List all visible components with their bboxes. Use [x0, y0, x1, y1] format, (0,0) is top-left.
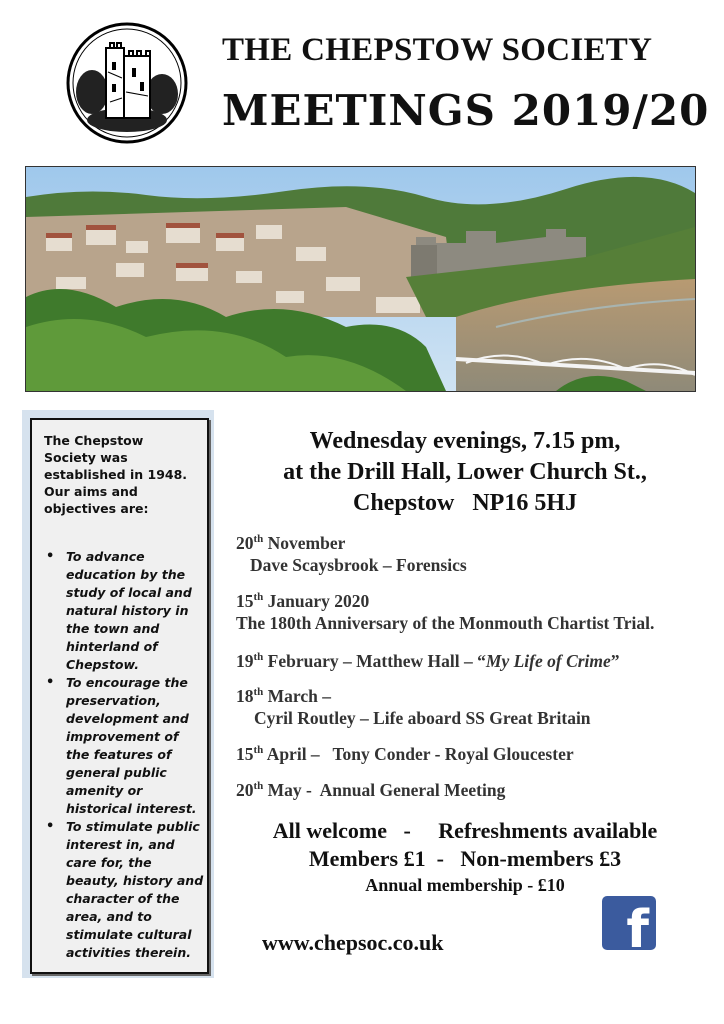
meeting-day-suffix: th	[253, 651, 264, 664]
meeting-detail: Dave Scaysbrook – Forensics	[250, 555, 467, 575]
aim-item: • To encourage the preservation, development and improvement of the features of general public amenity or historical interest.	[44, 674, 204, 818]
chepstow-town-photo	[25, 166, 696, 392]
castle-logo-icon	[66, 22, 188, 144]
meeting-date: March –	[263, 686, 331, 706]
meeting-day: 15	[236, 591, 254, 611]
meeting-day: 20	[236, 533, 254, 553]
aim-item: • To advance education by the study of local and natural history in the town and hinterland of Chepstow.	[44, 548, 204, 674]
aims-list	[44, 548, 204, 962]
meeting-day: 18	[236, 686, 254, 706]
meeting-date: January 2020	[263, 591, 370, 611]
venue-line: Wednesday evenings, 7.15 pm,	[309, 428, 621, 454]
meeting-date: May - Annual General Meeting	[263, 780, 506, 800]
meeting-detail: The 180th Anniversary of the Monmouth Chartist Trial.	[236, 613, 655, 633]
website-link[interactable]: www.chepsoc.co.uk	[262, 930, 444, 955]
meeting-day: 15	[236, 744, 254, 764]
facebook-glyph: f	[626, 900, 649, 950]
meeting-day-suffix: th	[253, 744, 264, 757]
venue-line: Chepstow NP16 5HJ	[352, 490, 577, 516]
meeting-detail: Cyril Routley – Life aboard SS Great Britain	[254, 708, 591, 728]
meeting-date: February – Matthew Hall – “	[263, 651, 486, 671]
sidebar-intro: The Chepstow Society was established in 1948. Our aims and objectives are:	[44, 433, 188, 516]
meeting-item	[236, 779, 706, 801]
membership-line: Annual membership - £10	[365, 875, 565, 895]
venue-line: at the Drill Hall, Lower Church St.,	[283, 459, 647, 485]
facebook-icon[interactable]	[602, 896, 656, 950]
meeting-item	[236, 590, 706, 634]
meeting-item	[236, 685, 706, 729]
aims-panel	[30, 418, 209, 974]
society-title: THE CHEPSTOW SOCIETY	[222, 32, 653, 68]
meeting-day-suffix: th	[253, 780, 264, 793]
meeting-date: April – Tony Conder - Royal Gloucester	[263, 744, 574, 764]
meeting-item	[236, 650, 706, 672]
meeting-item	[236, 743, 706, 765]
meetings-title: MEETINGS 2019/20	[222, 86, 710, 135]
meeting-close-quote: ”	[610, 651, 620, 671]
meeting-date: November	[263, 533, 346, 553]
meeting-day-suffix: th	[253, 591, 264, 604]
meeting-day-suffix: th	[253, 686, 264, 699]
meeting-day-suffix: th	[253, 533, 264, 546]
aim-item: • To stimulate public interest in, and care for, the beauty, history and character of the area, and to stimulate cultural activities therein.	[44, 818, 204, 962]
prices-line: Members £1 - Non-members £3	[308, 846, 622, 871]
welcome-line: All welcome - Refreshments available	[272, 818, 658, 843]
meeting-day: 20	[236, 780, 254, 800]
meeting-title: My Life of Crime	[485, 651, 611, 671]
meeting-day: 19	[236, 651, 254, 671]
aims-sidebar	[22, 410, 214, 978]
meeting-item	[236, 532, 706, 576]
venue-info	[236, 426, 694, 519]
